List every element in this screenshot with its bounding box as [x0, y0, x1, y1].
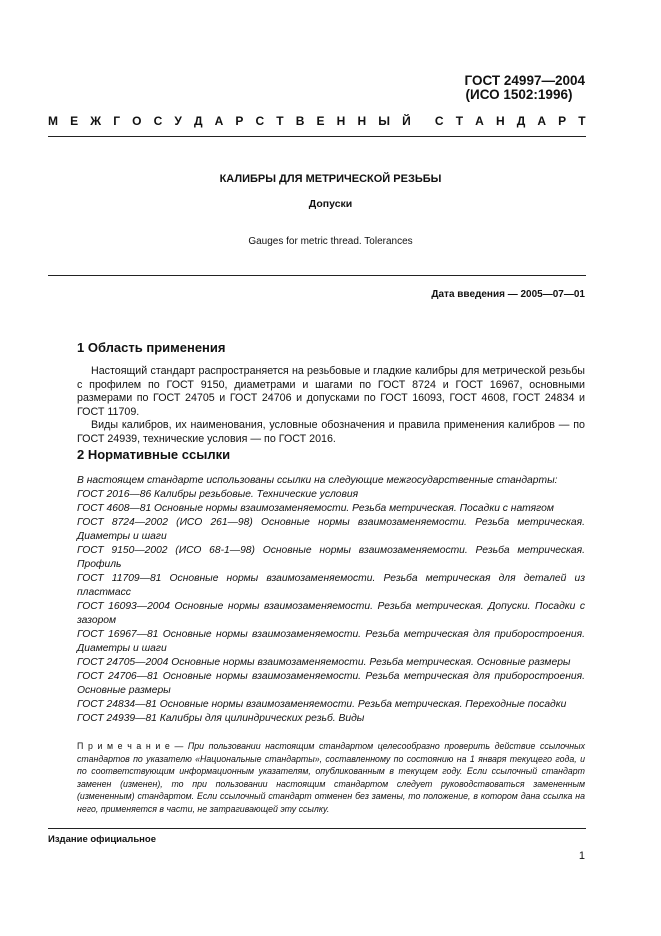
footer-rule [48, 828, 586, 829]
banner-letter: Н [357, 114, 367, 128]
official-edition-label: Издание официальное [48, 834, 156, 845]
banner-letter: Ы [378, 114, 390, 128]
reference-item: ГОСТ 4608—81 Основные нормы взаимозаменяемости. Резьба метрическая. Посадки с натягом [77, 503, 554, 514]
gost-number-block [465, 74, 585, 102]
banner-letter: Д [516, 114, 526, 128]
normative-references [77, 474, 585, 726]
section-1-paragraph-2: Виды калибров, их наименования, условные обозначения и правила применения калибров — по ГОСТ 24939, технические условия — по ГОСТ 2016. [77, 419, 585, 445]
reference-item: ГОСТ 16093—2004 Основные нормы взаимозаменяемости. Резьба метрическая. Допуски. Посадки с зазором [77, 601, 585, 626]
banner-letter: Ж [90, 114, 102, 128]
banner-letter: Е [316, 114, 325, 128]
banner-letter: Г [113, 114, 121, 128]
page-number: 1 [578, 850, 585, 862]
references-note [77, 740, 585, 815]
banner-letter: С [153, 114, 163, 128]
banner-letter: Т [578, 114, 586, 128]
header-rule [48, 136, 586, 137]
reference-item: ГОСТ 24939—81 Калибры для цилиндрических резьб. Виды [77, 713, 365, 724]
section-2-heading: 2 Нормативные ссылки [77, 447, 231, 462]
introduction-date: Дата введения — 2005—07—01 [431, 289, 585, 300]
banner-letter: Р [558, 114, 567, 128]
banner-letter: Н [495, 114, 505, 128]
banner-letter: Р [235, 114, 244, 128]
banner-letter: Т [455, 114, 464, 128]
title-rule [48, 275, 586, 276]
note-text: — При пользовании настоящим стандартом целесообразно проверить действие ссылочных стандартов по указателю «Национальные стандарты», составленному по состоянию на 1 января текущего года, и по соответствующим информационным указателям, опубликованным в текущем году. Если ссылочный стандарт заменен (изменен), то при пользовании настоящим стандартом следует руководствоваться замененным (измененным) стандартом. Если ссылочный стандарт отменен без замены, то положение, в котором дана ссылка на него, применяется в части, не затрагивающей эту ссылку. [77, 741, 585, 814]
reference-item: ГОСТ 24834—81 Основные нормы взаимозаменяемости. Резьба метрическая. Переходные посадки [77, 699, 567, 710]
reference-item: ГОСТ 9150—2002 (ИСО 68-1—98) Основные нормы взаимозаменяемости. Резьба метрическая. Профиль [77, 545, 585, 570]
banner-letter: А [475, 114, 484, 128]
reference-item: ГОСТ 2016—86 Калибры резьбовые. Технические условия [77, 489, 359, 500]
document-title: КАЛИБРЫ ДЛЯ МЕТРИЧЕСКОЙ РЕЗЬБЫ [219, 173, 442, 185]
banner-letter: Н [336, 114, 346, 128]
banner-letter: А [214, 114, 224, 128]
banner-letter: С [434, 114, 444, 128]
banner-letter: В [295, 114, 305, 128]
english-title: Gauges for metric thread. Tolerances [248, 236, 413, 247]
reference-item: ГОСТ 16967—81 Основные нормы взаимозаменяемости. Резьба метрическая для приборостроения. Диаметры и шаги [77, 629, 585, 654]
banner-letter: Е [70, 114, 79, 128]
interstate-standard-banner [48, 114, 586, 128]
banner-letter: А [537, 114, 547, 128]
reference-item: ГОСТ 11709—81 Основные нормы взаимозаменяемости. Резьба метрическая для деталей из пластмасс [77, 573, 585, 598]
reference-item: ГОСТ 24706—81 Основные нормы взаимозаменяемости. Резьба метрическая для приборостроения. Основные размеры [77, 671, 585, 696]
iso-number: (ИСО 1502:1996) [465, 87, 573, 102]
section-1-paragraph-1: Настоящий стандарт распространяется на резьбовые и гладкие калибры для метрической резьбы с профилем по ГОСТ 9150, диаметрами и шагами по ГОСТ 8724 и ГОСТ 16967, основными размерами по ГОСТ 24705 и ГОСТ 24706 и допусками по ГОСТ 16093, ГОСТ 4608, ГОСТ 24834 и ГОСТ 11709. [77, 365, 585, 418]
section-1-heading: 1 Область применения [77, 340, 226, 355]
banner-letter: У [174, 114, 182, 128]
banner-letter: С [255, 114, 265, 128]
banner-letter: Д [193, 114, 203, 128]
banner-letter: Т [276, 114, 284, 128]
note-label: П р и м е ч а н и е [77, 741, 170, 751]
banner-letter: О [132, 114, 142, 128]
reference-item: ГОСТ 24705—2004 Основные нормы взаимозаменяемости. Резьба метрическая. Основные размеры [77, 657, 571, 668]
gost-number: ГОСТ 24997—2004 [464, 73, 585, 88]
banner-letter: М [48, 114, 58, 128]
reference-item: ГОСТ 8724—2002 (ИСО 261—98) Основные нормы взаимозаменяемости. Резьба метрическая. Диаметры и шаги [77, 517, 585, 542]
section-1-body [77, 365, 585, 446]
document-subtitle: Допуски [308, 198, 353, 210]
banner-letter: Й [402, 114, 411, 128]
references-intro: В настоящем стандарте использованы ссылки на следующие межгосударственные стандарты: [77, 475, 558, 486]
